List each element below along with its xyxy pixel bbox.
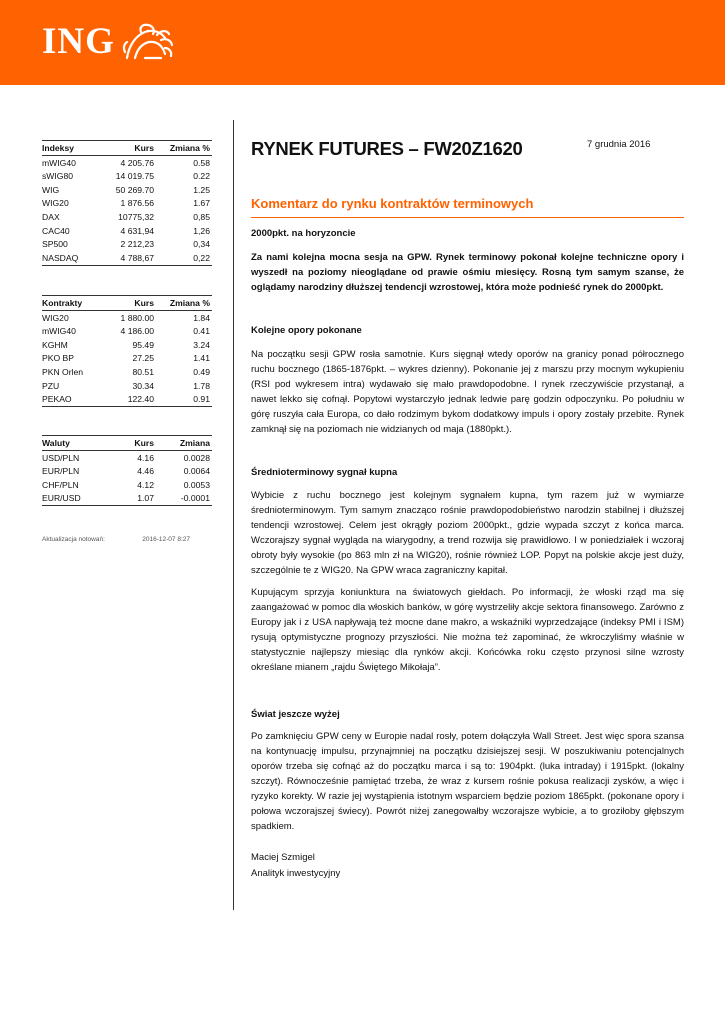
cell: 10775,32 [118,212,154,223]
currencies-header-name: Waluty [42,436,100,451]
cell: CAC40 [42,225,70,236]
cell: 0.22 [193,171,210,182]
cell: DAX [42,212,60,223]
contracts-table [42,295,212,407]
table-row [42,379,212,393]
cell: WIG [42,184,60,195]
table-row [42,492,212,506]
cell: PKN Orlen [42,367,84,378]
table-row [42,183,212,197]
currencies-header-change: Zmiana [156,436,212,451]
table-row [42,311,212,325]
currencies-table [42,435,212,506]
cell: 1.67 [193,198,210,209]
table-row [42,210,212,224]
table-row [42,393,212,407]
update-value: 2016-12-07 8:27 [142,536,190,543]
cell: 0.0053 [183,479,210,490]
cell: 1,26 [193,225,210,236]
section-2-paragraph-1: Wybicie z ruchu bocznego jest kolejnym sygnałem kupna, tym razem już w wymiarze średnioterminowym. Tym samym znacząco rośnie prawdopodobieństwo narodzin stabilnej i dłuższej tendencji wzrostowej. Celem jest okrągły poziom 2000pkt., gdzie wypada szczyt z końca marca. Wczorajszy sygnał wygląda na wiarygodny, a trend rozwija się prawidłowo. I w poniedziałek i wczoraj obroty były wysokie (po 863 mln zł na WIG20), rośnie również LOP. Popyt na polskie akcje jest duży, szczególnie te z WIG20. Na GPW wraca zagraniczny kapitał. [251,490,684,576]
cell: 0.0028 [183,452,210,463]
section-title-1: Kolejne opory pokonane [251,325,362,336]
cell: 1.25 [193,184,210,195]
lead-paragraph: Za nami kolejna mocna sesja na GPW. Rynek terminowy pokonał kolejne techniczne opory i wyszedł na poziomy nieoglądane od prawie ośmiu miesięcy. Rosną tym samym szanse, że oglądamy narodziny dłuższej tendencji wzrostowej, która może podnieść rynek do 2000pkt. [251,252,684,293]
table-row [42,251,212,265]
cell: 50 269.70 [115,184,154,195]
table-row [42,478,212,492]
cell: 1.78 [193,380,210,391]
table-row [42,324,212,338]
author-name: Maciej Szmigel [251,852,315,863]
cell: 0.49 [193,367,210,378]
cell: 80.51 [132,367,154,378]
section-title-2: Średnioterminowy sygnał kupna [251,467,398,478]
cell: 3.24 [193,339,210,350]
contracts-header-name: Kontrakty [42,296,100,311]
cell: 0.91 [156,393,212,407]
cell: PKO BP [42,353,74,364]
cell: CHF/PLN [42,479,79,490]
section-3-paragraph: Po zamknięciu GPW ceny w Europie nadal rosły, potem dołączyła Wall Street. Jest więc spora szansa na kontynuację impulsu, przynajmniej na początku dzisiejszej sesji. W poszukiwaniu potencjalnych oporów trzeba się cofnąć aż do początku marca i są to: 1904pkt. (luka intraday) i 1915pkt. (lokalny szczyt). Równocześnie pamiętać trzeba, że wraz z kursem rośnie pokusa realizacji zysków, a więc i ryzyko korekty. W razie jej wystąpienia istotnym wsparciem będzie poziom 1865pkt. (pokonane opory i połowa wczorajszej świecy). Powrót niżej zanegowałby wczorajsze wybicie, a to groziłoby głębszym spadkiem. [251,731,684,832]
contracts-header-price: Kurs [100,296,156,311]
table-row [42,365,212,379]
cell: 4 631,94 [120,225,154,236]
table-row [42,338,212,352]
indices-header-change: Zmiana % [156,141,212,156]
cell: 4 186.00 [120,326,154,337]
cell: 14 019.75 [115,171,154,182]
table-row [42,352,212,366]
cell: WIG20 [42,198,69,209]
cell: USD/PLN [42,452,80,463]
cell: 0,34 [193,239,210,250]
cell: 27.25 [132,353,154,364]
cell: 0,85 [193,212,210,223]
page-title: RYNEK FUTURES – FW20Z1620 [251,138,523,159]
contracts-header-change: Zmiana % [156,296,212,311]
table-row [42,197,212,211]
cell: 4.16 [137,452,154,463]
currencies-header-price: Kurs [100,436,156,451]
cell: NASDAQ [42,251,100,265]
table-row [42,464,212,478]
table-row [42,238,212,252]
cell: 30.34 [132,380,154,391]
cell: 95.49 [132,339,154,350]
update-timestamp [42,536,212,543]
cell: SP500 [42,239,68,250]
cell: 1.07 [100,492,156,506]
author-signature [251,850,340,882]
report-date: 7 grudnia 2016 [587,139,651,150]
cell: 0.0064 [183,466,210,477]
section-1-paragraph: Na początku sesji GPW rosła samotnie. Kurs sięgnął wtedy oporów na granicy ponad półrocznego ruchu bocznego (1865-1876pkt. – wykres dzienny). Pokonanie jej z marszu przy mocnym wykupieniu (RSI pod wykresem intra) wydawało się mało prawdopodobne. I rynek rzeczywiście przystanął, a nawet lekko się cofnął. Popytowi wystarczyło jednak ledwie parę godzin odpoczynku. Po południu w górę ruszyła cała Europa, co dało rodzimym bykom dodatkowy impuls i opory zostały przebite. Rynek zamknął się na poziomach nie widzianych od maja (1880pkt.). [251,349,684,435]
orange-divider [251,217,684,218]
cell: WIG20 [42,312,69,323]
cell: EUR/USD [42,492,100,506]
cell: sWIG80 [42,171,74,182]
cell: mWIG40 [42,326,76,337]
cell: 0.41 [193,326,210,337]
lead-title: 2000pkt. na horyzoncie [251,228,356,239]
cell: -0.0001 [156,492,212,506]
cell: 1.84 [193,312,210,323]
author-role: Analityk inwestycyjny [251,868,341,879]
cell: mWIG40 [42,157,76,168]
update-label: Aktualizacja notowań: [42,536,105,543]
table-row [42,169,212,183]
table-row [42,224,212,238]
column-divider [233,120,234,910]
cell: 1 876.56 [120,198,154,209]
cell: EUR/PLN [42,466,80,477]
cell: 4.12 [137,479,154,490]
cell: 4.46 [137,466,154,477]
cell: PEKAO [42,393,100,407]
section-subhead: Komentarz do rynku kontraktów terminowych [251,196,534,211]
section-title-3: Świat jeszcze wyżej [251,709,340,720]
lion-icon [121,22,175,62]
table-row [42,156,212,170]
cell: 2 212,23 [120,239,154,250]
indices-table [42,140,212,266]
indices-header-price: Kurs [100,141,156,156]
indices-header-name: Indeksy [42,141,100,156]
cell: 0,22 [156,251,212,265]
header-bar [0,0,725,85]
cell: 122.40 [100,393,156,407]
cell: KGHM [42,339,68,350]
cell: 1 880.00 [120,312,154,323]
cell: 4 205.76 [120,157,154,168]
cell: 0.58 [193,157,210,168]
table-row [42,451,212,465]
cell: PZU [42,380,60,391]
section-2-paragraph-2: Kupującym sprzyja koniunktura na światowych giełdach. Po informacji, że włoski rząd ma się zaangażować w pomoc dla włoskich banków, w górę wystrzeliły akcje sektora finansowego. Zarówno z Europy jak i z USA napływają też mocne dane makro, a wskaźniki wyprzedzające (indeksy PMI i ISM) rysują optymistyczne prognozy przyszłości. Nie można też zapominać, że wkroczyliśmy właśnie w statystycznie najlepszy miesiąc dla rynków akcji. Końcówka roku często przynosi silne wzrosty określane mianem „rajdu Świętego Mikołaja”. [251,587,684,673]
logo-text: ING [42,21,115,62]
cell: 4 788,67 [100,251,156,265]
ing-logo [42,22,175,62]
cell: 1.41 [193,353,210,364]
